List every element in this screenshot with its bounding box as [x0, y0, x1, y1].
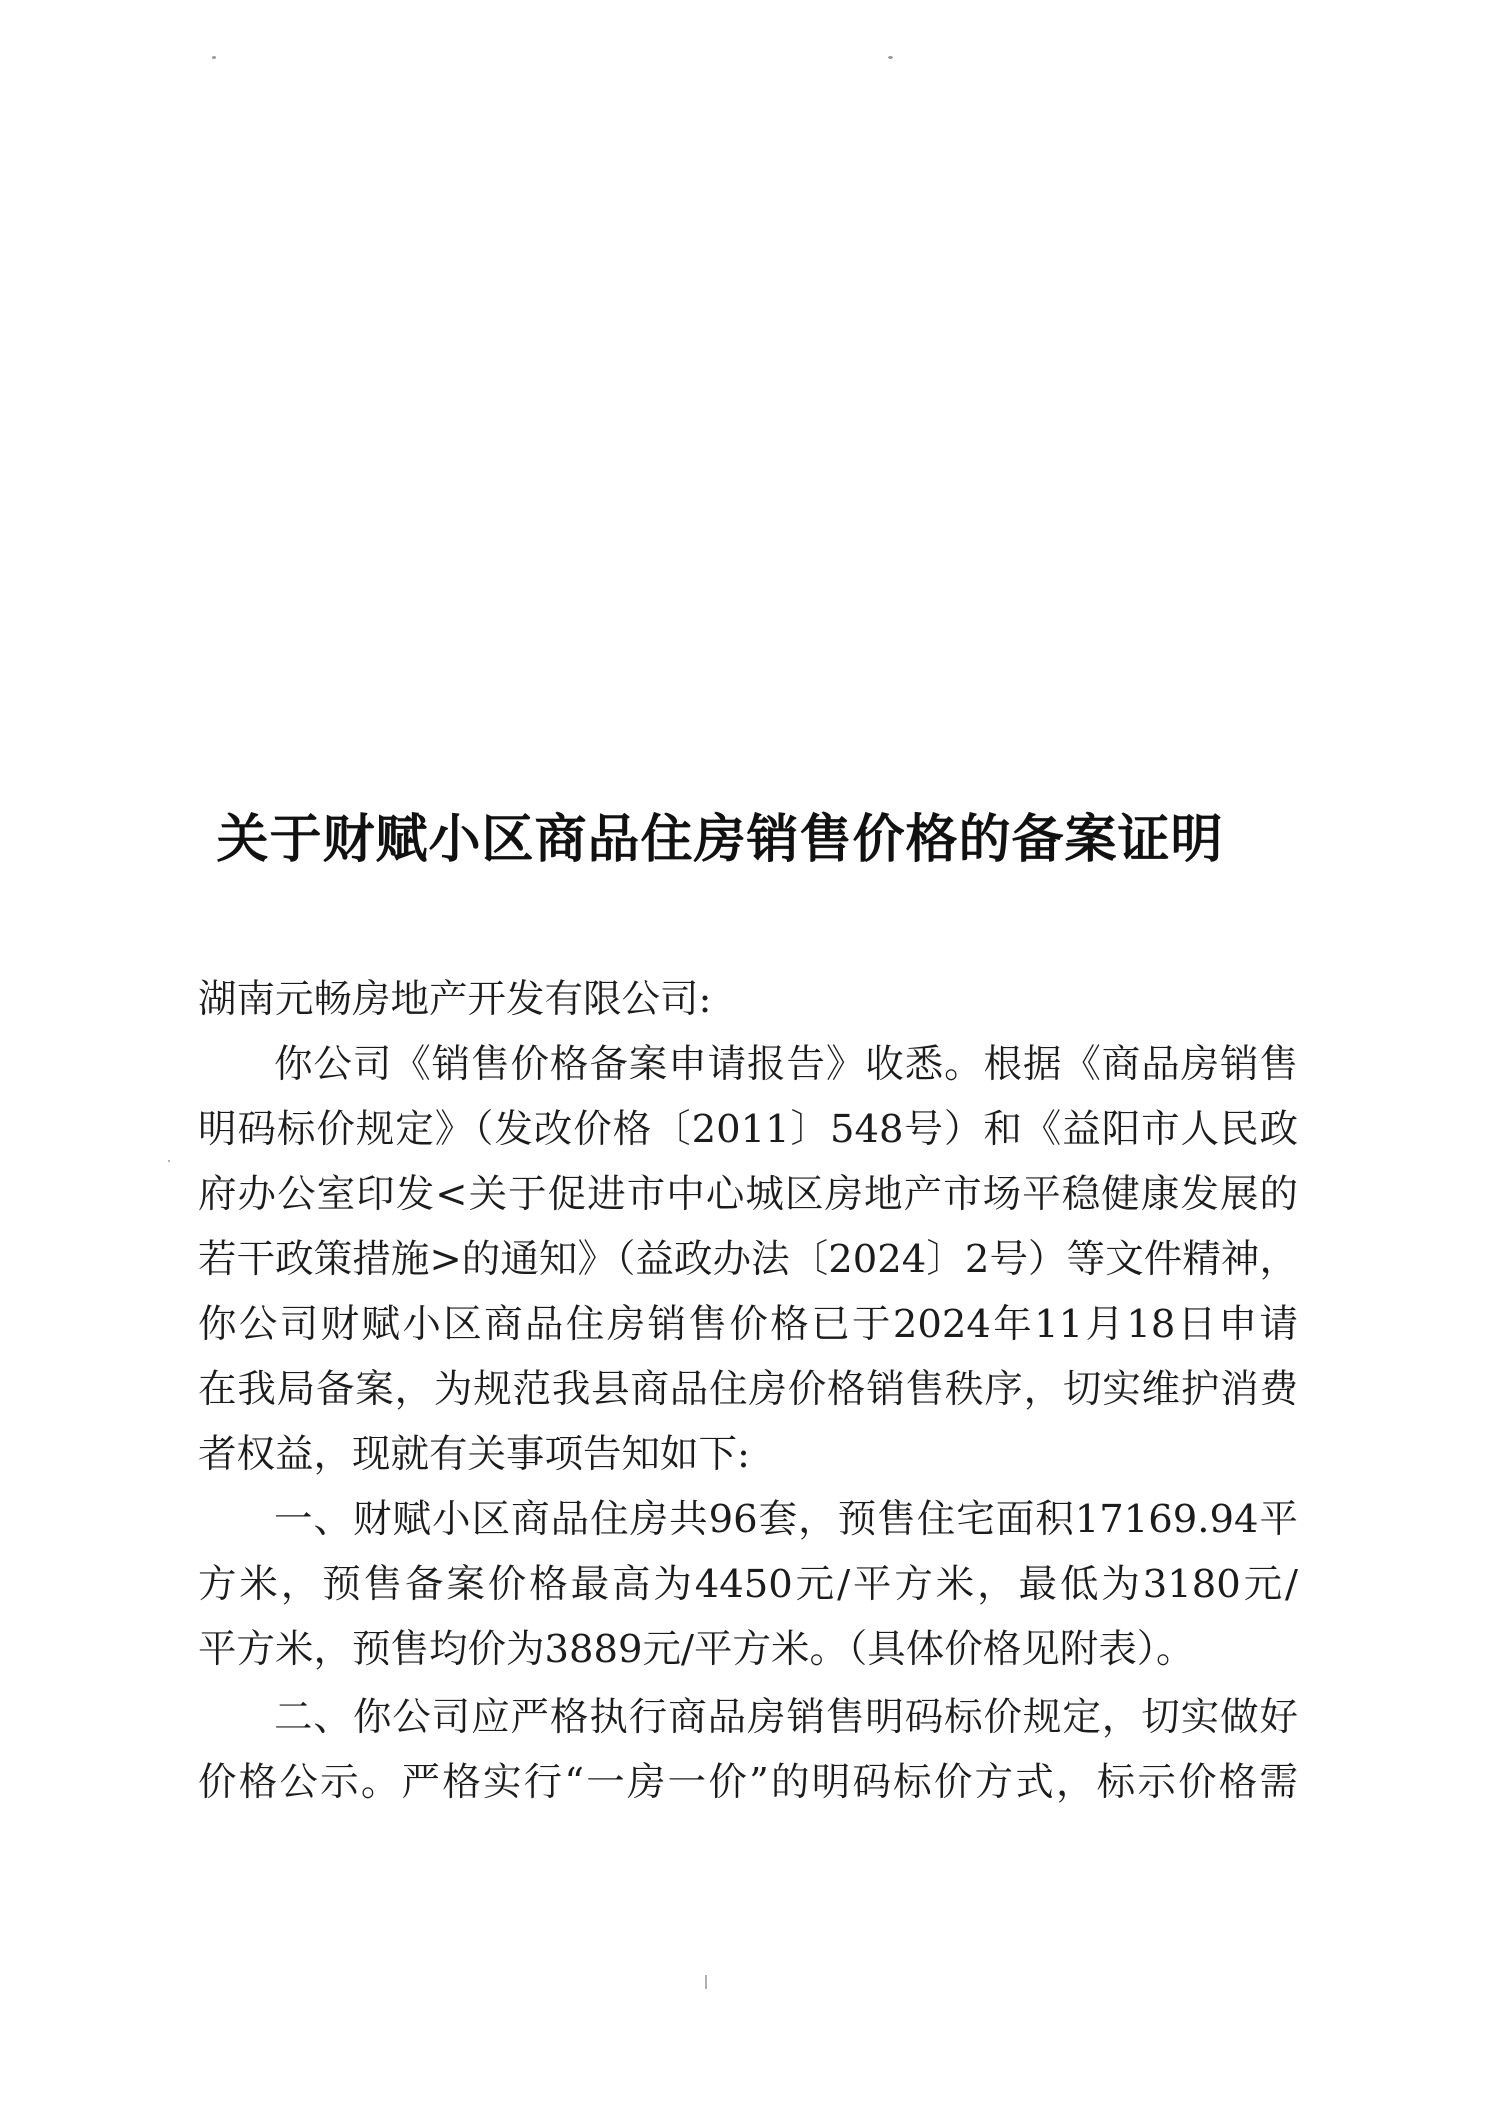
paragraph3-line-2: 价格公示。严格实行“一房一价”的明码标价方式，标示价格需 — [198, 1760, 1298, 1805]
page-footer-mark — [705, 1975, 707, 1989]
paragraph2-line-3: 平方米，预售均价为3889元/平方米。（具体价格见附表）。 — [198, 1627, 1195, 1672]
paragraph1-line-2: 明码标价规定》（发改价格〔2011〕548号）和《益阳市人民政 — [198, 1107, 1298, 1152]
scan-speck-right — [888, 56, 893, 59]
paragraph1-line-6: 在我局备案，为规范我县商品住房价格销售秩序，切实维护消费 — [198, 1367, 1298, 1412]
paragraph3-line-1: 二、你公司应严格执行商品房销售明码标价规定，切实做好 — [274, 1695, 1298, 1740]
document-title: 关于财赋小区商品住房销售价格的备案证明 — [216, 810, 1224, 870]
scan-speck-margin — [168, 1160, 170, 1162]
paragraph1-line-3: 府办公室印发<关于促进市中心城区房地产市场平稳健康发展的 — [198, 1172, 1298, 1217]
paragraph1-line-1: 你公司《销售价格备案申请报告》收悉。根据《商品房销售 — [274, 1042, 1298, 1087]
paragraph2-line-2: 方米，预售备案价格最高为4450元/平方米，最低为3180元/ — [198, 1562, 1298, 1607]
paragraph1-line-7: 者权益，现就有关事项告知如下: — [198, 1432, 750, 1477]
paragraph1-line-4: 若干政策措施>的通知》（益政办法〔2024〕2号）等文件精神， — [198, 1237, 1298, 1282]
addressee-line: 湖南元畅房地产开发有限公司: — [198, 977, 712, 1022]
paragraph1-line-5: 你公司财赋小区商品住房销售价格已于2024年11月18日申请 — [198, 1302, 1298, 1347]
paragraph2-line-1: 一、财赋小区商品住房共96套，预售住宅面积17169.94平 — [274, 1497, 1298, 1542]
scan-speck-left — [212, 56, 216, 59]
